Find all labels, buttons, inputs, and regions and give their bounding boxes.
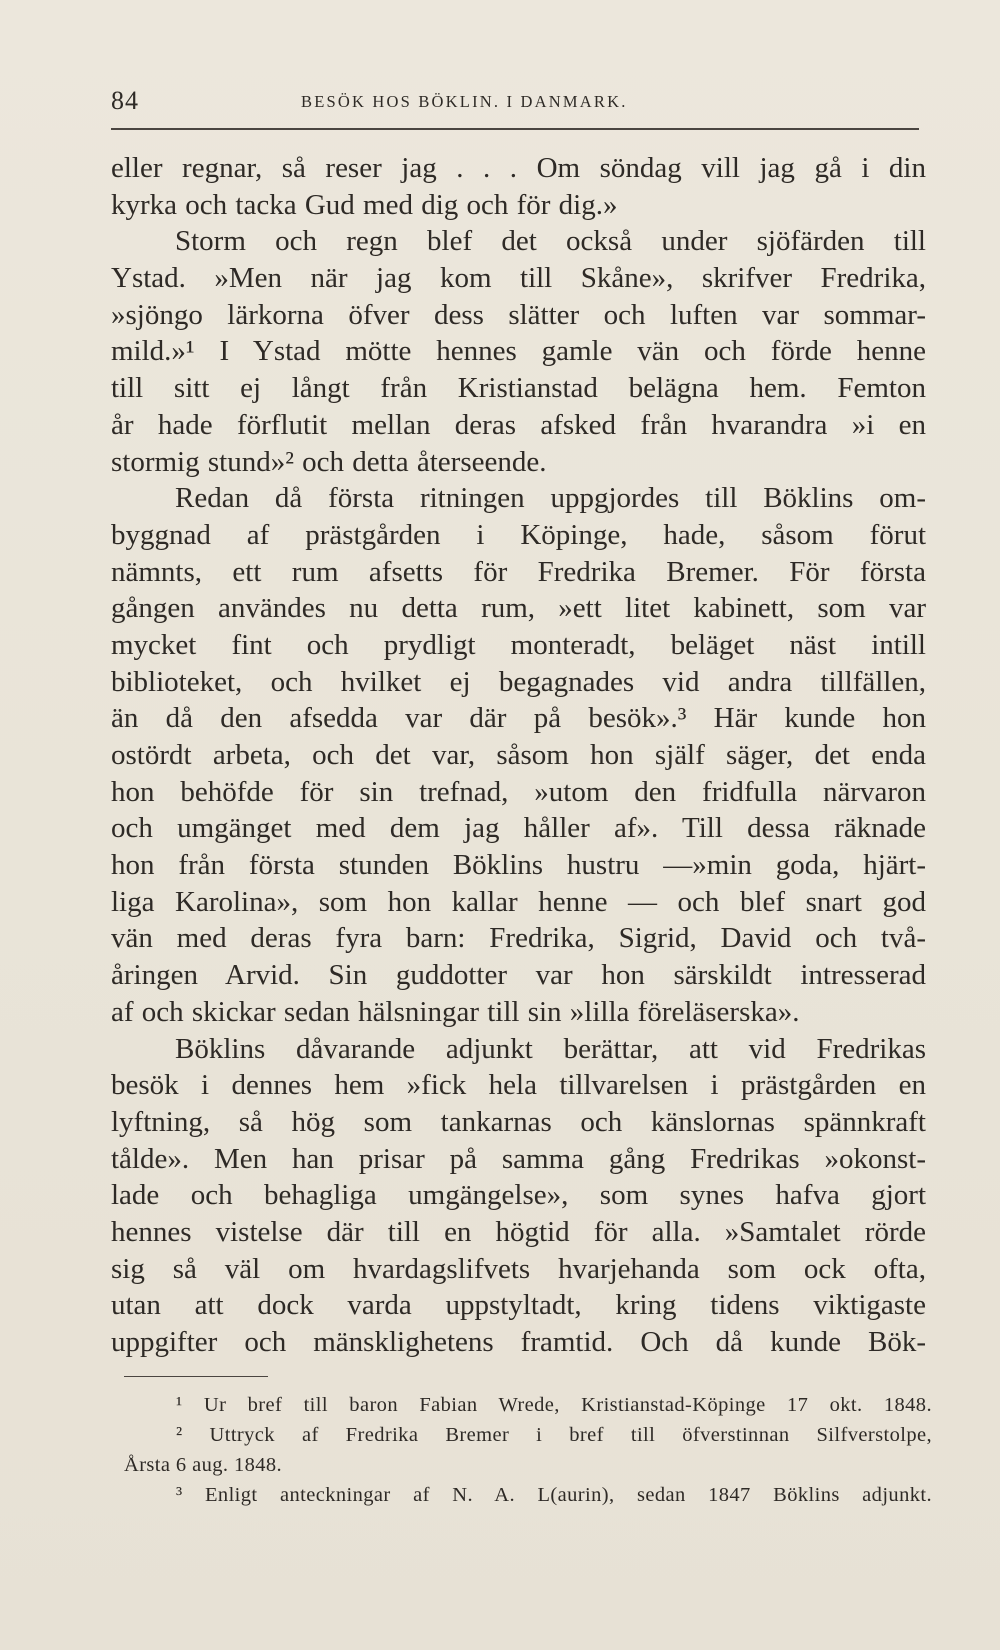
text-line: nämnts, ett rum afsetts för Fredrika Bremer. För första	[111, 555, 926, 588]
text-line: åringen Arvid. Sin guddotter var hon särskildt intresserad	[111, 959, 926, 992]
text-line: biblioteket, och hvilket ej begagnades vid andra tillfällen,	[111, 665, 926, 698]
page-header	[111, 84, 919, 124]
text-line: år hade förflutit mellan deras afsked från hvarandra »i en	[111, 408, 926, 441]
text-line: eller regnar, så reser jag . . . Om söndag vill jag gå i din	[111, 152, 926, 184]
text-line: lyftning, så hög som tankarnas och känslornas spännkraft	[111, 1105, 926, 1138]
text-line: byggnad af prästgården i Köpinge, hade, såsom förut	[111, 518, 926, 551]
text-line: uppgifter och mänsklighetens framtid. Och då kunde Bök-	[111, 1326, 926, 1358]
page-number: 84	[111, 86, 139, 115]
text-line: sig så väl om hvardagslifvets hvarjehanda som ock ofta,	[111, 1252, 926, 1285]
text-line: Böklins dåvarande adjunkt berättar, att vid Fredrikas	[175, 1032, 926, 1065]
text-line: stormig stund»² och detta återseende.	[111, 445, 547, 478]
text-line: Redan då första ritningen uppgjordes till Böklins om-	[175, 482, 926, 515]
text-line: »sjöngo lärkorna öfver dess slätter och luften var sommar-	[111, 298, 926, 331]
text-line: ostördt arbeta, och det var, såsom hon själf säger, det enda	[111, 739, 926, 771]
text-line: vän med deras fyra barn: Fredrika, Sigrid, David och två-	[111, 922, 926, 955]
footnote-1: ¹ Ur bref till baron Fabian Wrede, Kristianstad-Köpinge 17 okt. 1848.	[176, 1394, 932, 1416]
text-line: utan att dock varda uppstyltadt, kring tidens viktigaste	[111, 1289, 926, 1322]
running-head: BESÖK HOS BÖKLIN. I DANMARK.	[301, 92, 628, 111]
footnotes	[124, 1390, 932, 1510]
text-line: mycket fint och prydligt monteradt, beläget näst intill	[111, 628, 926, 661]
text-line: och umgänget med dem jag håller af». Till dessa räknade	[111, 812, 926, 845]
footnote-rule	[124, 1376, 268, 1377]
text-line: besök i dennes hem »fick hela tillvarelsen i prästgården en	[111, 1069, 926, 1102]
body-text	[111, 150, 926, 1361]
text-line: liga Karolina», som hon kallar henne — och blef snart god	[111, 885, 926, 918]
text-line: af och skickar sedan hälsningar till sin »lilla föreläserska».	[111, 995, 800, 1028]
text-line: lade och behagliga umgängelse», som synes hafva gjort	[111, 1179, 926, 1212]
footnote-2: ² Uttryck af Fredrika Bremer i bref till öfverstinnan Silfverstolpe,	[176, 1424, 932, 1446]
footnote-2-continued: Årsta 6 aug. 1848.	[124, 1454, 283, 1476]
text-line: hon från första stunden Böklins hustru —»min goda, hjärt-	[111, 849, 926, 882]
text-line: Storm och regn blef det också under sjöfärden till	[175, 225, 926, 258]
text-line: Ystad. »Men när jag kom till Skåne», skrifver Fredrika,	[111, 262, 926, 295]
text-line: än då den afsedda var där på besök».³ Här kunde hon	[111, 702, 926, 735]
text-line: hennes vistelse där till en högtid för alla. »Samtalet rörde	[111, 1215, 926, 1248]
header-rule	[111, 128, 919, 130]
text-line: hon behöfde för sin trefnad, »utom den fridfulla närvaron	[111, 775, 926, 808]
footnote-3: ³ Enligt anteckningar af N. A. L(aurin), sedan 1847 Böklins adjunkt.	[176, 1484, 932, 1506]
text-line: gången användes nu detta rum, »ett litet kabinett, som var	[111, 592, 926, 625]
text-line: kyrka och tacka Gud med dig och för dig.»	[111, 188, 618, 221]
text-line: till sitt ej långt från Kristianstad belägna hem. Femton	[111, 372, 926, 405]
text-line: mild.»¹ I Ystad mötte hennes gamle vän och förde henne	[111, 335, 926, 368]
text-line: tålde». Men han prisar på samma gång Fredrikas »okonst-	[111, 1142, 926, 1175]
